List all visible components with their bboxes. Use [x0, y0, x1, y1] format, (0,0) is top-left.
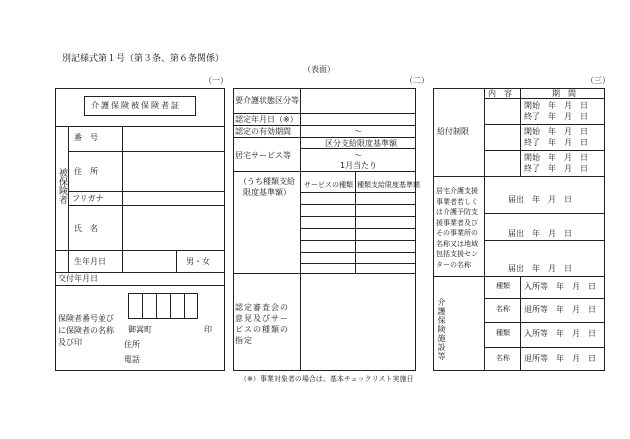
name-field[interactable]	[124, 208, 223, 248]
validity-tilde: 〜	[354, 127, 362, 136]
opinion-field[interactable]	[302, 276, 414, 369]
insurer-label: 保険者番号並びに保険者の名称及び印	[58, 314, 114, 347]
discharge-1: 退所等 年 月 日	[524, 305, 596, 314]
address-label: 住 所	[74, 167, 98, 176]
name-label: 氏 名	[74, 224, 98, 233]
seal-label: 印	[204, 325, 212, 334]
insured-group-label: 被保険者	[57, 168, 67, 204]
number-field[interactable]	[124, 129, 223, 148]
furigana-label: フリガナ	[72, 194, 104, 203]
cert-date-label: 認定年月日（※）	[235, 115, 298, 124]
facility-label: 介護保険施設等	[437, 298, 446, 361]
per-month-label: 1月当たり	[340, 161, 378, 170]
breakdown-label: （うち種類支給限度基準額）	[239, 177, 295, 197]
insurer-address-label: 住所	[124, 340, 140, 349]
insurer-number-boxes[interactable]	[128, 293, 198, 319]
side-label: （表面）	[303, 65, 335, 74]
panel-number-three: （三）	[586, 76, 610, 85]
opinion-label: 認定審査会の意見及びサービスの種類の指定	[235, 303, 289, 345]
panel-number-one: （一）	[204, 76, 228, 85]
facility-type-2: 種類	[496, 329, 510, 337]
panel-number-two: （二）	[405, 76, 429, 85]
discharge-2: 退所等 年 月 日	[524, 354, 596, 363]
notified-3: 届出 年 月 日	[508, 264, 572, 273]
number-label: 番 号	[74, 133, 98, 142]
support-office-label: 居宅介護支援事業者若しくは介護予防支援事業者及びその事業所の名称又は地域包括支援センターの名称	[436, 187, 478, 269]
benefit-restriction-label: 給付制限	[437, 127, 469, 136]
end-3: 終了 年 月 日	[524, 164, 588, 173]
content-header: 内 容	[488, 89, 512, 98]
facility-type-1: 種類	[496, 282, 510, 290]
home-service-tilde: 〜	[354, 151, 362, 160]
period-header: 期 間	[552, 89, 576, 98]
validity-label: 認定の有効期間	[235, 127, 291, 136]
furigana-field[interactable]	[124, 193, 223, 204]
birthdate-label: 生年月日	[74, 257, 106, 266]
end-1: 終了 年 月 日	[524, 112, 588, 121]
cert-date-field[interactable]	[302, 115, 414, 124]
limit-header: 区分支給限度基準額	[325, 139, 397, 148]
service-type-header: サービスの種類	[304, 181, 353, 189]
facility-name-2: 名称	[496, 354, 510, 362]
type-limit-header: 種類支給限度基準額	[357, 181, 420, 189]
facility-name-1: 名称	[496, 305, 510, 313]
card-title: 介護保険被保険者証	[91, 101, 181, 110]
start-3: 開始 年 月 日	[524, 153, 588, 162]
start-2: 開始 年 月 日	[524, 127, 588, 136]
notified-2: 届出 年 月 日	[508, 229, 572, 238]
admission-1: 入所等 年 月 日	[524, 282, 596, 291]
insurer-town: 御嵩町	[128, 325, 152, 334]
admission-2: 入所等 年 月 日	[524, 329, 596, 338]
home-service-label: 居宅サービス等	[235, 151, 291, 160]
form-label: 別記様式第１号（第３条、第６条関係）	[62, 54, 225, 64]
care-level-label: 要介護状態区分等	[235, 96, 299, 105]
sex-label: 男・女	[186, 257, 210, 266]
notified-1: 届出 年 月 日	[508, 195, 572, 204]
care-level-field[interactable]	[302, 90, 414, 112]
footnote: （※）事業対象者の場合は、基本チェックリスト実施日	[240, 375, 414, 383]
start-1: 開始 年 月 日	[524, 101, 588, 110]
end-2: 終了 年 月 日	[524, 138, 588, 147]
insurer-phone-label: 電話	[124, 355, 140, 364]
address-field[interactable]	[124, 154, 223, 189]
issue-date-label: 交付年月日	[58, 274, 98, 283]
